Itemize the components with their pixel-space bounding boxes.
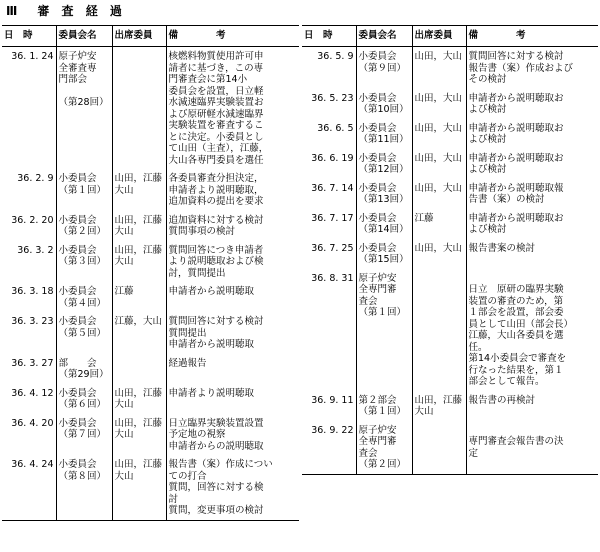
- committee-cell-line: 小委員会: [58, 417, 97, 429]
- col-date-header: 日 時: [302, 26, 356, 47]
- committee-cell-line: 小委員会: [358, 51, 397, 62]
- table-row: [302, 149, 598, 179]
- review-table-left: [2, 25, 299, 521]
- remarks-cell-line: 申請者より説明聴取: [168, 387, 255, 399]
- committee-cell: [56, 455, 112, 520]
- committee-cell-line: 小委員会: [58, 459, 97, 470]
- table-row: [2, 47, 299, 170]
- members-cell: [412, 239, 466, 269]
- remarks-cell-line: 討，質問提出: [168, 267, 226, 279]
- committee-cell: [56, 211, 112, 241]
- committee-cell-line: 原子炉安: [58, 51, 97, 62]
- table-row: [2, 241, 299, 283]
- remarks-cell-line: 任。: [468, 341, 488, 353]
- col-members-header: 出席委員: [412, 26, 466, 47]
- remarks-cell-line: 質問事項の検討: [168, 226, 236, 237]
- members-cell-line: 大山: [114, 184, 134, 196]
- date-cell: 36. 7. 17: [311, 212, 354, 224]
- table-row: [2, 414, 299, 456]
- remarks-cell-line: 申請者より説明聴取，: [168, 184, 264, 196]
- remarks-cell-line: 追加資料に対する検討: [168, 214, 264, 226]
- table-row: [302, 47, 598, 89]
- remarks-cell: [166, 354, 299, 384]
- committee-cell-line: 小委員会: [358, 212, 397, 224]
- committee-cell-line: 小委員会: [358, 242, 397, 254]
- members-cell: [112, 47, 166, 170]
- remarks-cell-line: その検討: [468, 74, 507, 85]
- remarks-cell-line: 大山各専門委員を選任: [168, 154, 264, 166]
- remarks-cell-line: 報告書案の検討: [468, 242, 536, 254]
- remarks-cell-line: よび検討: [468, 104, 507, 115]
- members-cell: [412, 119, 466, 149]
- remarks-cell-line: 経過報告: [168, 357, 207, 369]
- members-cell-line: 山田，大山: [414, 152, 463, 164]
- committee-cell-line: 門部会: [58, 74, 88, 85]
- table-row: [302, 391, 598, 421]
- header-row: [2, 26, 299, 47]
- committee-cell-line: 部 会: [58, 357, 97, 369]
- remarks-cell-line: 第14小委員会で審査を: [468, 353, 567, 364]
- members-cell-line: 大山: [414, 406, 434, 417]
- remarks-cell: [466, 269, 598, 391]
- left-rows: [2, 47, 299, 521]
- date-cell: 36. 9. 22: [302, 421, 356, 475]
- date-cell: 36. 4. 12: [11, 387, 54, 399]
- table-row: [2, 384, 299, 414]
- members-cell-line: 大山: [114, 226, 134, 237]
- table-row: [302, 209, 598, 239]
- committee-cell: [356, 209, 412, 239]
- members-cell-line: 山田，大山: [414, 92, 463, 104]
- committee-cell-line: 小委員会: [358, 152, 397, 164]
- table-row: [302, 89, 598, 119]
- col-members-header: 出席委員: [112, 26, 166, 47]
- committee-cell: [56, 282, 112, 312]
- members-cell-line: 山田，江藤: [114, 214, 163, 226]
- date-cell: 36. 4. 20: [11, 417, 54, 429]
- remarks-cell-line: 討: [168, 493, 179, 505]
- committee-cell: [356, 89, 412, 119]
- committee-cell-line: （第８回）: [58, 470, 107, 482]
- table-row: [2, 354, 299, 384]
- committee-cell-line: 全専門審: [358, 436, 397, 447]
- committee-cell-line: 小委員会: [58, 173, 97, 184]
- header-row: [302, 26, 598, 47]
- remarks-cell: [166, 312, 299, 354]
- committee-cell-line: 原子炉安: [358, 424, 397, 436]
- review-table-right: [302, 25, 598, 475]
- committee-cell-line: （第４回）: [58, 297, 107, 309]
- remarks-cell-line: よび検討: [468, 224, 507, 235]
- remarks-cell-line: 日立 原研の臨界実験: [468, 284, 564, 295]
- committee-cell: [356, 269, 412, 391]
- committee-cell: [56, 384, 112, 414]
- committee-cell-line: 査会: [358, 295, 378, 307]
- date-cell: 36. 5. 23: [311, 92, 354, 104]
- members-cell-line: 山田，大山: [414, 182, 463, 194]
- members-cell-line: 山田，大山: [414, 122, 463, 134]
- committee-cell-line: （第２回）: [58, 226, 107, 237]
- remarks-cell-line: 員として山田（部会長）: [468, 318, 574, 330]
- members-cell-line: 山田，江藤: [114, 173, 163, 184]
- remarks-cell-line: 申請者から説明聴取報: [468, 182, 564, 194]
- remarks-cell: [466, 179, 598, 209]
- committee-cell-line: （第２回）: [358, 459, 407, 470]
- remarks-cell: [466, 89, 598, 119]
- members-cell-line: 山田，江藤: [414, 394, 463, 406]
- members-cell: [412, 89, 466, 119]
- remarks-cell-line: [469, 273, 597, 285]
- remarks-cell-line: 申請者から説明聴取お: [468, 212, 564, 224]
- remarks-cell-line: より説明聴取および検: [168, 256, 264, 267]
- col-remarks-header: 備 考: [466, 26, 598, 47]
- remarks-cell: [466, 47, 598, 89]
- remarks-cell-line: 申請者から説明聴取: [168, 339, 255, 350]
- remarks-cell-line: 定: [468, 447, 479, 459]
- committee-cell: [356, 119, 412, 149]
- remarks-cell-line: 質問回答に対する検討: [168, 316, 264, 327]
- committee-cell-line: （第11回）: [358, 134, 409, 145]
- remarks-cell-line: 報告書（案）作成および: [468, 62, 574, 74]
- remarks-cell: [466, 149, 598, 179]
- committee-cell: [56, 47, 112, 170]
- remarks-cell: [166, 414, 299, 456]
- committee-cell-line: （第29回）: [58, 369, 109, 380]
- col-committee-header: 委員会名: [56, 26, 112, 47]
- remarks-cell-line: 予定地の視察: [168, 429, 226, 440]
- committee-cell: [56, 241, 112, 283]
- remarks-cell-line: 江藤，大山各委員を選: [468, 330, 564, 341]
- members-cell-line: 山田，江藤: [114, 387, 163, 399]
- members-cell-line: 山田，江藤: [114, 417, 163, 429]
- committee-cell-line: 小委員会: [358, 92, 397, 104]
- members-cell-line: 江藤: [414, 212, 434, 224]
- committee-cell-line: 全専門審: [358, 284, 397, 295]
- committee-cell: [56, 312, 112, 354]
- members-cell: [112, 384, 166, 414]
- members-cell: [112, 169, 166, 211]
- committee-cell-line: （第１回）: [358, 307, 407, 318]
- remarks-cell: [166, 282, 299, 312]
- remarks-cell-line: 申請者から説明聴取お: [468, 122, 564, 134]
- members-cell-line: 江藤，大山: [114, 316, 163, 327]
- remarks-cell-line: 申請者から説明聴取お: [468, 152, 564, 164]
- committee-cell: [356, 239, 412, 269]
- date-cell: 36. 8. 31: [311, 272, 354, 284]
- members-cell-line: 大山: [114, 399, 134, 410]
- committee-cell-line: （第３回）: [58, 256, 107, 267]
- committee-cell-line: （第10回）: [358, 104, 409, 115]
- members-cell: [412, 209, 466, 239]
- committee-cell: [356, 391, 412, 421]
- committee-cell-line: 第２部会: [358, 394, 397, 406]
- committee-cell-line: （第１回）: [58, 184, 107, 196]
- committee-cell-line: 小委員会: [58, 214, 97, 226]
- date-cell: 36. 3. 18: [11, 286, 54, 297]
- remarks-cell: [466, 119, 598, 149]
- col-date-header: 日 時: [2, 26, 56, 47]
- remarks-cell-line: よび検討: [468, 164, 507, 175]
- committee-cell-line: （第14回）: [358, 224, 409, 235]
- committee-cell-line: （第１回）: [358, 406, 407, 417]
- remarks-cell: [166, 169, 299, 211]
- members-cell: [412, 269, 466, 391]
- remarks-cell-line: 実験装置を審査するこ: [168, 120, 264, 131]
- remarks-cell-line: 行なった結果を，第１: [468, 364, 564, 376]
- committee-cell-line: （第９回）: [358, 62, 407, 74]
- remarks-cell: [166, 47, 299, 170]
- remarks-cell-line: 報告書（案）作成につい: [168, 459, 273, 470]
- remarks-cell-line: 核燃料物質使用許可申: [168, 51, 264, 62]
- table-row: [2, 312, 299, 354]
- committee-cell-line: （第13回）: [358, 194, 409, 205]
- remarks-cell-line: ての打合: [168, 470, 207, 482]
- date-cell: 36. 9. 11: [311, 394, 354, 406]
- committee-cell-line: 小委員会: [58, 286, 97, 297]
- members-cell: [112, 414, 166, 456]
- remarks-cell: [166, 241, 299, 283]
- committee-cell-line: （第５回）: [58, 327, 107, 339]
- remarks-cell-line: とに決定。小委員とし: [168, 131, 264, 143]
- remarks-cell-line: 申請者から説明聴取お: [468, 92, 564, 104]
- committee-cell-line: 小委員会: [58, 387, 97, 399]
- committee-cell-line: （第６回）: [58, 399, 107, 410]
- committee-cell: [56, 414, 112, 456]
- date-cell: 36. 7. 25: [311, 242, 354, 254]
- remarks-cell-line: 門審査会に第14小: [168, 74, 248, 85]
- members-cell-line: 大山: [114, 429, 134, 440]
- remarks-cell: [466, 239, 598, 269]
- members-cell-line: 江藤: [114, 286, 134, 297]
- remarks-cell: [166, 384, 299, 414]
- remarks-cell-line: [469, 425, 597, 437]
- right-rows: [302, 47, 598, 475]
- committee-cell: [356, 421, 412, 475]
- members-cell-line: 山田，江藤: [114, 459, 163, 470]
- remarks-cell-line: 質問回答に対する検討: [468, 51, 564, 62]
- date-cell: 36. 7. 14: [311, 182, 354, 194]
- date-cell: 36. 3. 2: [17, 244, 54, 256]
- remarks-cell-line: １部会を設置，部会委: [468, 307, 564, 318]
- members-cell: [112, 312, 166, 354]
- members-cell-line: 大山: [114, 470, 134, 482]
- table-row: [2, 282, 299, 312]
- remarks-cell: [466, 421, 598, 475]
- members-cell: [412, 47, 466, 89]
- members-cell: [112, 282, 166, 312]
- members-cell-line: 山田，大山: [414, 242, 463, 254]
- remarks-cell-line: 請者に基づき，この専: [168, 62, 264, 74]
- remarks-cell-line: 申請者からの説明聴取: [168, 440, 264, 452]
- committee-cell-line: 査会: [358, 447, 378, 459]
- table-row: [2, 455, 299, 520]
- committee-cell: [56, 169, 112, 211]
- remarks-cell-line: 質問回答につき申請者: [168, 244, 264, 256]
- date-cell: 36. 6. 19: [311, 152, 354, 164]
- remarks-cell: [166, 455, 299, 520]
- committee-cell-line: 小委員会: [58, 316, 97, 327]
- committee-cell: [356, 149, 412, 179]
- members-cell: [412, 149, 466, 179]
- date-cell: 36. 1. 24: [11, 51, 54, 62]
- committee-cell: [56, 354, 112, 384]
- table-row: [2, 169, 299, 211]
- date-cell: 36. 2. 9: [17, 173, 54, 184]
- table-row: [302, 119, 598, 149]
- committee-cell-line: （第15回）: [358, 254, 409, 265]
- members-cell: [112, 455, 166, 520]
- remarks-cell-line: 日立臨界実験装置設置: [168, 417, 264, 429]
- remarks-cell-line: 専門審査会報告書の決: [468, 436, 564, 447]
- table-row: [302, 239, 598, 269]
- members-cell-line: 山田，江藤: [114, 244, 163, 256]
- remarks-cell: [466, 391, 598, 421]
- section-title: Ⅲ 審 査 経 過: [6, 4, 126, 18]
- remarks-cell-line: 追加資料の提出を要求: [168, 196, 264, 207]
- committee-cell-line: 小委員会: [58, 244, 97, 256]
- remarks-cell-line: 装置の審査のため，第: [468, 295, 564, 307]
- remarks-cell: [466, 209, 598, 239]
- committee-cell: [356, 47, 412, 89]
- remarks-cell-line: 委員会を設置，日立軽: [168, 85, 264, 97]
- committee-cell-line: （第12回）: [358, 164, 409, 175]
- date-cell: 36. 6. 5: [317, 122, 354, 134]
- remarks-cell-line: 申請者から説明聴取: [168, 286, 255, 297]
- committee-cell-line: [59, 86, 110, 98]
- remarks-cell-line: よび検討: [468, 134, 507, 145]
- committee-cell-line: （第28回）: [58, 97, 109, 108]
- remarks-cell-line: 水減速臨界実験装置お: [168, 97, 264, 108]
- date-cell: 36. 4. 24: [2, 455, 56, 520]
- remarks-cell-line: て山田（主査），江藤，: [168, 143, 269, 154]
- remarks-cell-line: よび原研軽水減速臨界: [168, 108, 264, 120]
- date-cell: 36. 3. 27: [11, 357, 54, 369]
- members-cell: [412, 421, 466, 475]
- members-cell-line: 大山: [114, 256, 134, 267]
- remarks-cell-line: 報告書の再検討: [468, 394, 536, 406]
- remarks-cell-line: 質問提出: [168, 327, 207, 339]
- date-cell: 36. 2. 20: [11, 214, 54, 226]
- date-cell: 36. 3. 23: [11, 316, 54, 327]
- date-cell: 36. 5. 9: [317, 51, 354, 62]
- col-committee-header: 委員会名: [356, 26, 412, 47]
- members-cell-line: 山田，大山: [414, 51, 463, 62]
- members-cell: [412, 391, 466, 421]
- remarks-cell-line: 部会として報告。: [468, 376, 545, 387]
- committee-cell-line: 原子炉安: [358, 272, 397, 284]
- committee-cell-line: 小委員会: [358, 182, 397, 194]
- remarks-cell: [166, 211, 299, 241]
- col-remarks-header: 備 考: [166, 26, 299, 47]
- remarks-cell-line: 質問，回答に対する検: [168, 482, 264, 493]
- remarks-cell-line: 各委員審査分担決定，: [168, 173, 264, 184]
- committee-cell-line: 全審査専: [58, 62, 97, 74]
- members-cell: [412, 179, 466, 209]
- table-row: [302, 179, 598, 209]
- committee-cell-line: 小委員会: [358, 122, 397, 134]
- committee-cell-line: （第７回）: [58, 429, 107, 440]
- members-cell: [112, 241, 166, 283]
- members-cell: [112, 354, 166, 384]
- committee-cell: [356, 179, 412, 209]
- remarks-cell-line: 質問，変更事項の検討: [168, 505, 264, 516]
- table-row: [302, 269, 598, 391]
- table-row: [302, 421, 598, 475]
- remarks-cell-line: 告書（案）の検討: [468, 194, 545, 205]
- table-row: [2, 211, 299, 241]
- members-cell: [112, 211, 166, 241]
